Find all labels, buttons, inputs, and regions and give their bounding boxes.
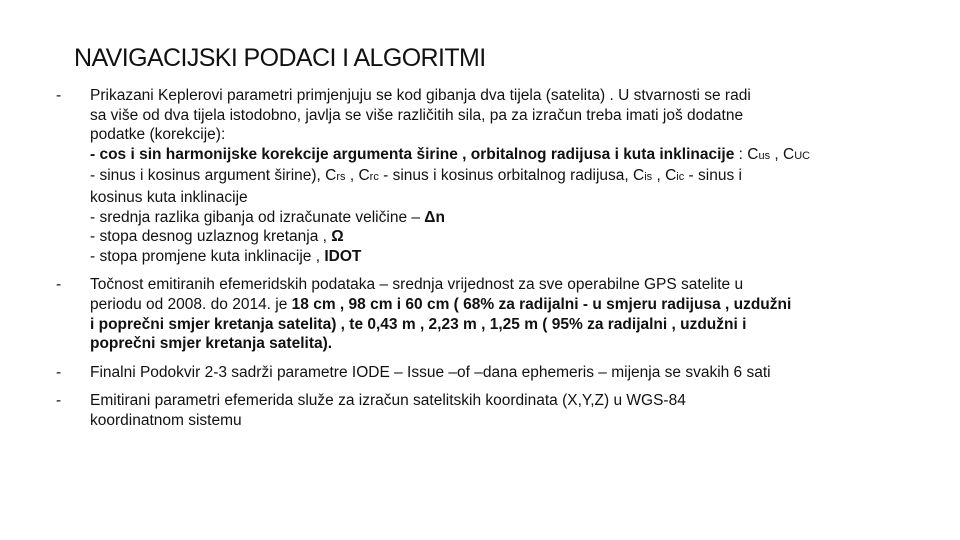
bullet-coordinates xyxy=(56,391,896,430)
harmonic-corrections-heading: - cos i sin harmonijske korekcije argumenta širine , orbitalnog radijusa i kuta inklinacije xyxy=(90,145,735,163)
idot-label: IDOT xyxy=(324,247,362,265)
bullet-marker: - xyxy=(56,363,62,381)
text-line: sa više od dva tijela istodobno, javlja se više različitih sila, pa za izračun treba imati još dodatne xyxy=(90,106,744,124)
text-line: - sinus i kosinus argument širine), Crs , Crc - sinus i kosinus orbitalnog radijusa, Cis , Cic - sinus i xyxy=(90,167,742,185)
bullet-list xyxy=(56,86,896,440)
text-line: poprečni smjer kretanja satelita). xyxy=(90,335,333,353)
slide-title: NAVIGACIJSKI PODACI I ALGORITMI xyxy=(74,44,486,72)
bullet-marker: - xyxy=(56,87,62,104)
text-line: Točnost emitiranih efemeridskih podataka – srednja vrijednost za sve operabilne GPS satelite u xyxy=(90,276,744,294)
text-line: podatke (korekcije): xyxy=(90,126,226,144)
text-line: - srednja razlika gibanja od izračunate veličine – Δn xyxy=(90,208,445,226)
delta-n-symbol: Δn xyxy=(424,208,445,226)
text-line: Prikazani Keplerovi parametri primjenjuju se kod gibanja dva tijela (satelita) . U stvarnosti se radi xyxy=(90,87,751,104)
text-line: i poprečni smjer kretanja satelita) , te 0,43 m , 2,23 m , 1,25 m ( 95% za radijalni , uzdužni i xyxy=(90,315,747,333)
bullet-ephemeris-accuracy xyxy=(56,275,896,353)
text-line: Finalni Podokvir 2-3 sadrži parametre IODE – Issue –of –dana ephemeris – mijenja se svakih 6 sati xyxy=(90,363,771,381)
text-line: koordinatnom sistemu xyxy=(90,411,242,429)
text-line: kosinus kuta inklinacije xyxy=(90,188,248,206)
text-line: - stopa desnog uzlaznog kretanja , Ω xyxy=(90,228,344,246)
text-line: periodu od 2008. do 2014. je 18 cm , 98 cm i 60 cm ( 68% za radijalni - u smjeru radijusa , uzdužni xyxy=(90,295,792,313)
omega-symbol: Ω xyxy=(331,228,344,246)
bullet-marker: - xyxy=(56,276,62,294)
bullet-marker: - xyxy=(56,392,62,410)
bullet-kepler-parameters xyxy=(56,86,896,266)
bullet-iode xyxy=(56,363,896,383)
text-line: - stopa promjene kuta inklinacije , IDOT xyxy=(90,247,362,265)
text-line: - cos i sin harmonijske korekcije argumenta širine , orbitalnog radijusa i kuta inklinacije : Cus , CUC xyxy=(90,145,811,163)
text-line: Emitirani parametri efemerida služe za izračun satelitskih koordinata (X,Y,Z) u WGS-84 xyxy=(90,392,686,410)
